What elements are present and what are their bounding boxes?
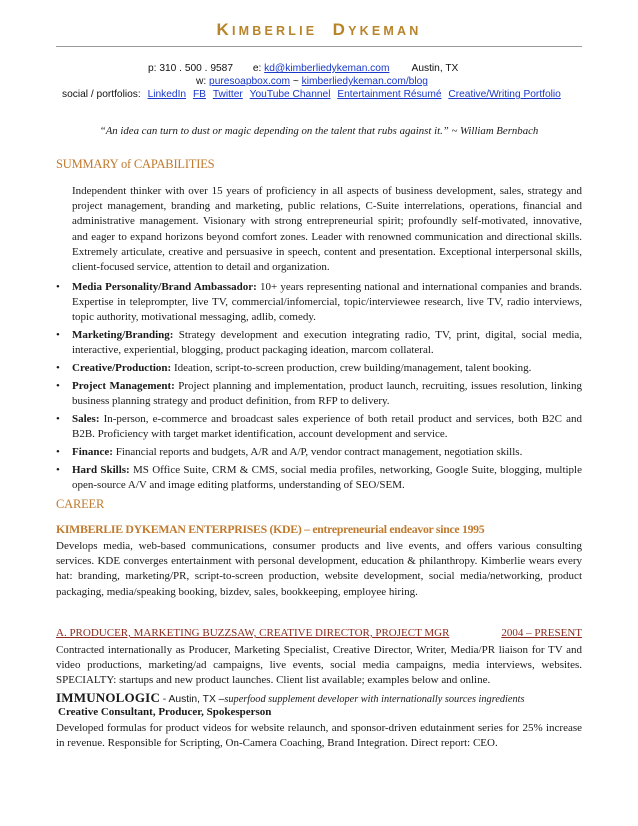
quote: “An idea can turn to dust or magic depending on the talent that rubs against it.” ~ William Bernbach (99, 125, 539, 137)
client-description: superfood supplement developer with internationally sources ingredients (224, 694, 525, 705)
bullet-icon: • (56, 329, 60, 342)
client-role: Creative Consultant, Producer, Spokesperson (58, 706, 272, 718)
company-description: Develops media, web-based communications, consumer products and live events, and offers various consulting services. KDE converges entertainment with personal development, education & philanthropy. Kimberlie wears every hat: branding, marketing/PR, script-to-screen production, website development, social media/networking, product packaging, media/speaking booking, bizdev, sales, bookkeeping, employee hiring. (56, 540, 582, 598)
bullet-icon: • (56, 413, 60, 425)
capability-label: Project Management: (72, 380, 175, 392)
career-heading: CAREER (56, 497, 105, 511)
role-description: Contracted internationally as Producer, Marketing Specialist, Creative Director, Writer, Media/PR liaison for TV and video productions, marketing/ad campaigns, live events, social media campaigns, media interviews, websites. SPECIALTY: startups and new product launches. Client list available; examples below and online. (56, 644, 582, 687)
capability-label: Creative/Production: (72, 362, 172, 375)
web-separator: ~ (292, 76, 299, 87)
capability-text: Strategy development and execution integrating radio, TV, print, digital, social media, interactive, experiential, blogging, product packaging ideation, marcom collateral. (72, 329, 583, 357)
contact-line-phone-email (148, 63, 638, 74)
client-location: - Austin, TX – (162, 694, 225, 705)
writing-portfolio-link[interactable]: Creative/Writing Portfolio (448, 89, 561, 100)
bullet-icon: • (56, 362, 60, 375)
capability-label: Finance: (72, 446, 113, 458)
resume-name (0, 20, 638, 40)
capability-label: Marketing/Branding: (72, 329, 174, 342)
capability-item (56, 445, 582, 460)
name-first-initial: K (216, 20, 232, 39)
contact-line-portfolios (62, 89, 638, 100)
email-label: e: (252, 63, 262, 74)
company-heading: KIMBERLIE DYKEMAN ENTERPRISES (KDE) – entrepreneurial endeavor since 1995 (56, 522, 485, 536)
capability-text: Project planning and implementation, product launch, recruiting, issues resolution, linking business planning strategy and product definition, from RFP to delivery. (72, 380, 583, 408)
name-first-rest: IMBERLIE (232, 24, 318, 38)
role-dates: 2004 – PRESENT (501, 627, 582, 639)
capability-text: Financial reports and budgets, A/R and A/P, vendor contract management, negotiation skills. (115, 446, 523, 458)
role-title: A. PRODUCER, MARKETING BUZZSAW, CREATIVE DIRECTOR, PROJECT MGR (56, 627, 450, 639)
phone-label: p: (148, 63, 157, 74)
phone-number: 310 . 500 . 9587 (159, 63, 233, 74)
name-last-initial: D (332, 20, 349, 39)
capability-item (56, 280, 582, 326)
summary-heading: SUMMARY of CAPABILITIES (56, 157, 215, 171)
capability-label: Media Personality/Brand Ambassador: (72, 281, 257, 293)
capability-item (56, 379, 582, 409)
twitter-link[interactable]: Twitter (212, 89, 243, 100)
name-last-rest: YKEMAN (348, 24, 422, 38)
capability-item (56, 361, 582, 376)
client-name: IMMUNOLOGIC (56, 690, 161, 705)
youtube-link[interactable]: YouTube Channel (249, 89, 331, 100)
capability-label: Hard Skills: (72, 463, 130, 476)
bullet-icon: • (56, 281, 60, 293)
capabilities-list (56, 280, 582, 496)
role-heading (56, 627, 582, 639)
summary-paragraph: Independent thinker with over 15 years of proficiency in all aspects of business development, sales, strategy and project management, branding and marketing, public relations, C-Suite interrelations, operations, financial and administrative management. Visionary with strong entrepreneurial spirit; profoundly self-motivated, innovative, and eager to expand horizons beyond comfort zones. Leader with renowned communication and directional skills. Extremely articulate, creative and persuasive in speech, content and presentation. Exceptional interpersonal skills, client-focused service, attention to detail and organization. (72, 185, 582, 274)
capability-item (56, 328, 582, 358)
client-achievements: Developed formulas for product videos for website relaunch, and sponsor-driven edutainment series for 25% increase in revenue. Responsible for Scripting, On-Camera Coaching, Brand Integration. Direct report: CEO. (56, 722, 582, 750)
entertainment-resume-link[interactable]: Entertainment Résumé (337, 89, 442, 100)
capability-text: 10+ years representing national and international companies and brands. Expertise in teleprompter, live TV, commercial/infomercial, topic/interviewee research, live TV, radio interviews, topic authority, motivational messaging, adlib, comedy. (72, 281, 583, 324)
web-label: w: (196, 76, 207, 87)
capability-text: MS Office Suite, CRM & CMS, social media profiles, networking, Google Suite, blogging, multiple open-source A/V and image editing platforms, understanding of SEO/SEM. (72, 463, 582, 491)
capability-item (56, 463, 582, 493)
bullet-icon: • (56, 463, 60, 476)
contact-line-web (196, 76, 638, 87)
capability-text: Ideation, script-to-screen production, crew building/management, talent booking. (173, 362, 532, 375)
website-link-blog[interactable]: kimberliedykeman.com/blog (301, 76, 428, 87)
location: Austin, TX (411, 63, 459, 74)
linkedin-link[interactable]: LinkedIn (147, 89, 187, 100)
portfolios-label: social / portfolios: (62, 89, 141, 100)
facebook-link[interactable]: FB (192, 89, 206, 100)
client-heading (56, 690, 616, 706)
capability-item (56, 412, 582, 442)
capability-label: Sales: (72, 413, 100, 425)
capability-text: In-person, e-commerce and broadcast sales experience of both retail product and services, both B2C and B2B. Proficiency with target market identification, account development and service. (72, 413, 582, 441)
bullet-icon: • (56, 380, 60, 392)
website-link-puresoapbox[interactable]: puresoapbox.com (209, 76, 291, 87)
bullet-icon: • (56, 446, 60, 458)
name-divider (56, 46, 582, 47)
email-link[interactable]: kd@kimberliedykeman.com (264, 63, 390, 74)
